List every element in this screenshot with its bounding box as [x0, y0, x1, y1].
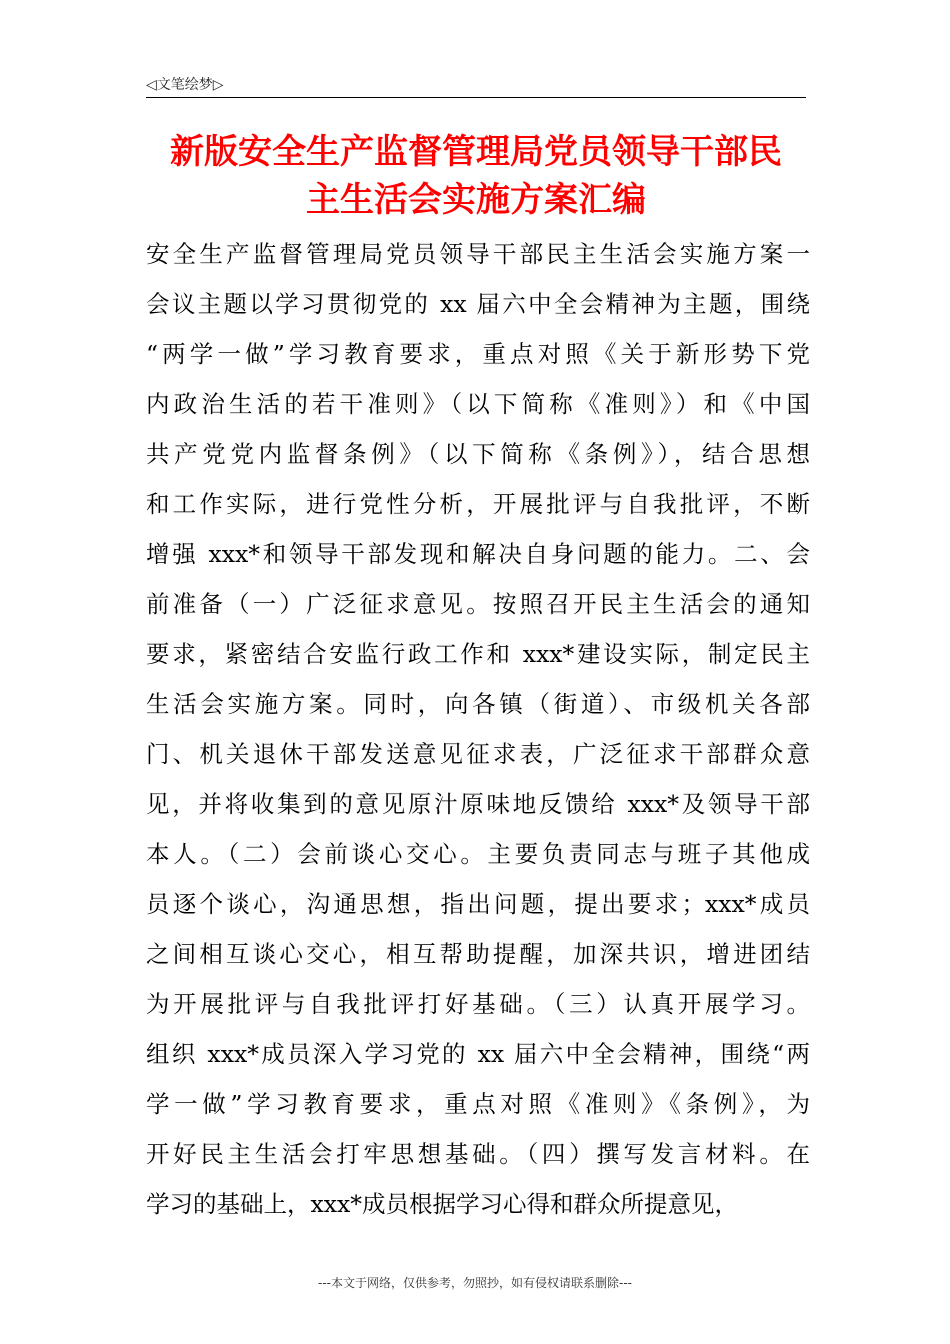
body-line: 增强 xxx*和领导干部发现和解决自身问题的能力。二、会 [146, 540, 810, 568]
body-line: 前准备（一）广泛征求意见。按照召开民主生活会的通知 [146, 590, 810, 618]
body-line: 和工作实际，进行党性分析，开展批评与自我批评，不断 [146, 490, 810, 518]
body-line: 门、机关退休干部发送意见征求表，广泛征求干部群众意 [146, 740, 810, 768]
body-line: 组织 xxx*成员深入学习党的 xx 届六中全会精神，围绕“两 [146, 1040, 810, 1068]
body-line: 学习的基础上，xxx*成员根据学习心得和群众所提意见， [146, 1190, 739, 1218]
body-line: 内政治生活的若干准则》（以下简称《准则》）和《中国 [146, 390, 810, 418]
body-line: 安全生产监督管理局党员领导干部民主生活会实施方案一 [146, 240, 810, 268]
title-line-1: 新版安全生产监督管理局党员领导干部民 [170, 132, 782, 172]
body-line: 见，并将收集到的意见原汁原味地反馈给 xxx*及领导干部 [146, 790, 810, 818]
document-body [146, 229, 810, 1229]
body-line: 本人。（二）会前谈心交心。主要负责同志与班子其他成 [146, 840, 810, 868]
body-line: 生活会实施方案。同时，向各镇（街道）、市级机关各部 [146, 690, 810, 718]
header-divider [146, 97, 806, 98]
footer-disclaimer: ---本文于网络，仅供参考，勿照抄，如有侵权请联系删除--- [318, 1276, 632, 1290]
title-line-2: 主生活会实施方案汇编 [306, 180, 646, 220]
body-line: 共产党党内监督条例》（以下简称《条例》），结合思想 [146, 440, 810, 468]
header-brand: ◁文笔绘梦▷ [146, 77, 224, 93]
body-line: 会议主题以学习贯彻党的 xx 届六中全会精神为主题，围绕 [146, 290, 810, 318]
body-line: 之间相互谈心交心，相互帮助提醒，加深共识，增进团结 [146, 940, 810, 968]
document-title [146, 128, 806, 224]
body-line: “两学一做”学习教育要求，重点对照《关于新形势下党 [146, 340, 810, 368]
body-line: 员逐个谈心，沟通思想，指出问题，提出要求；xxx*成员 [146, 890, 810, 918]
body-line: 为开展批评与自我批评打好基础。（三）认真开展学习。 [146, 990, 810, 1018]
body-line: 学一做”学习教育要求，重点对照《准则》《条例》，为 [146, 1090, 810, 1118]
body-line: 要求，紧密结合安监行政工作和 xxx*建设实际，制定民主 [146, 640, 810, 668]
body-line: 开好民主生活会打牢思想基础。（四）撰写发言材料。在 [146, 1140, 810, 1168]
